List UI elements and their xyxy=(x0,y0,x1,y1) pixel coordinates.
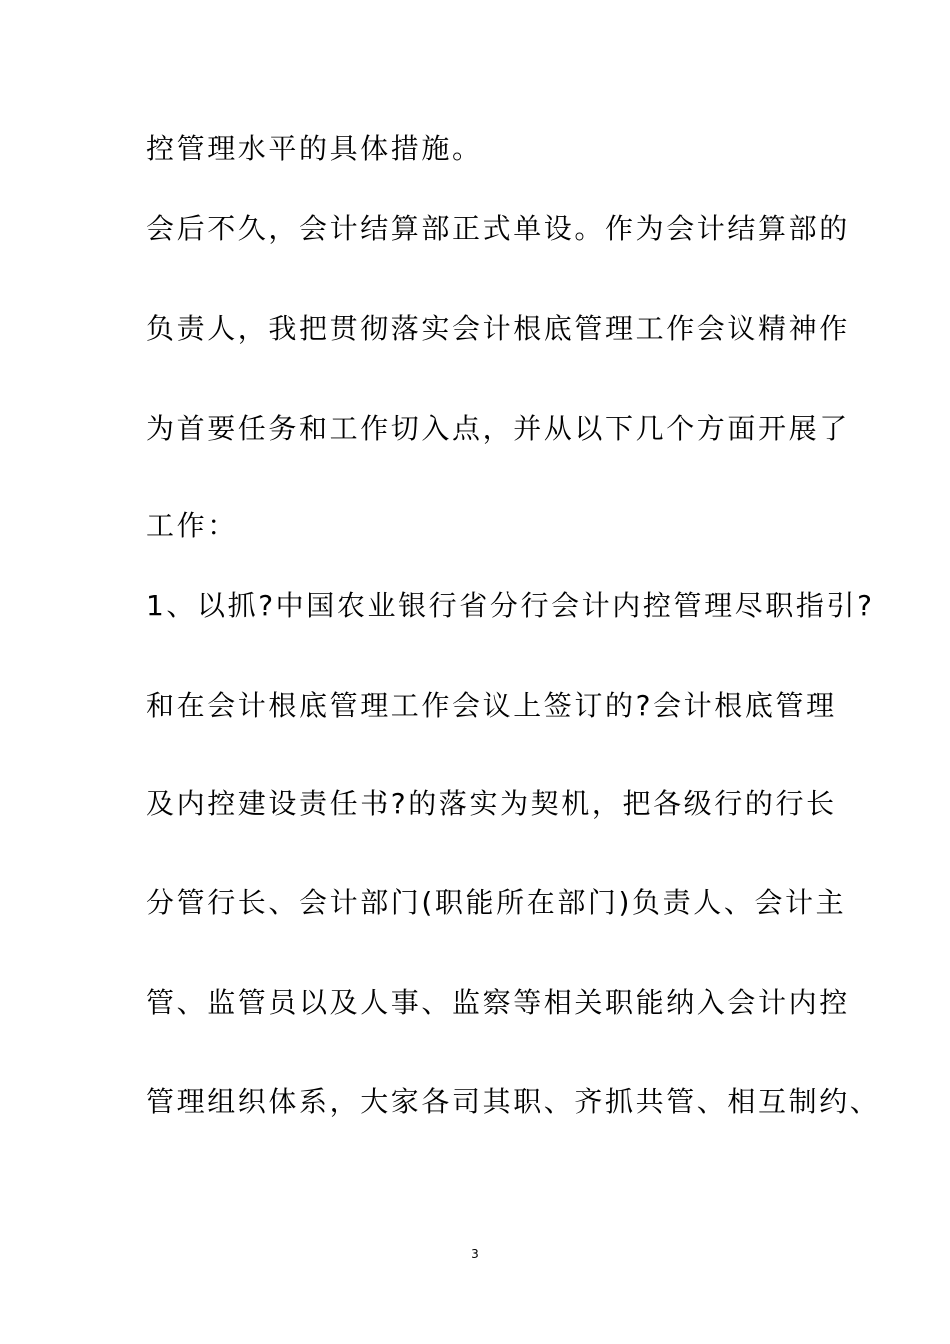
body-text-line: 及内控建设责任书?的落实为契机，把各级行的行长 xyxy=(146,787,837,820)
body-text-line: 为首要任务和工作切入点，并从以下几个方面开展了 xyxy=(146,412,850,445)
body-text-line: 负责人，我把贯彻落实会计根底管理工作会议精神作 xyxy=(146,312,850,345)
body-text-line: 会后不久，会计结算部正式单设。作为会计结算部的 xyxy=(146,212,850,245)
body-text-line: 工作： xyxy=(146,509,238,542)
body-text-line: 管、监管员以及人事、监察等相关职能纳入会计内控 xyxy=(146,986,850,1019)
body-text-line: 1、以抓?中国农业银行省分行会计内控管理尽职指引? xyxy=(146,589,875,622)
body-text-line: 分管行长、会计部门(职能所在部门)负责人、会计主 xyxy=(146,886,847,919)
body-text-line: 管理组织体系，大家各司其职、齐抓共管、相互制约、 xyxy=(146,1085,881,1118)
page-number: 3 xyxy=(471,1247,479,1261)
body-text-line: 和在会计根底管理工作会议上签订的?会计根底管理 xyxy=(146,689,837,722)
body-text-line: 控管理水平的具体措施。 xyxy=(146,132,483,165)
